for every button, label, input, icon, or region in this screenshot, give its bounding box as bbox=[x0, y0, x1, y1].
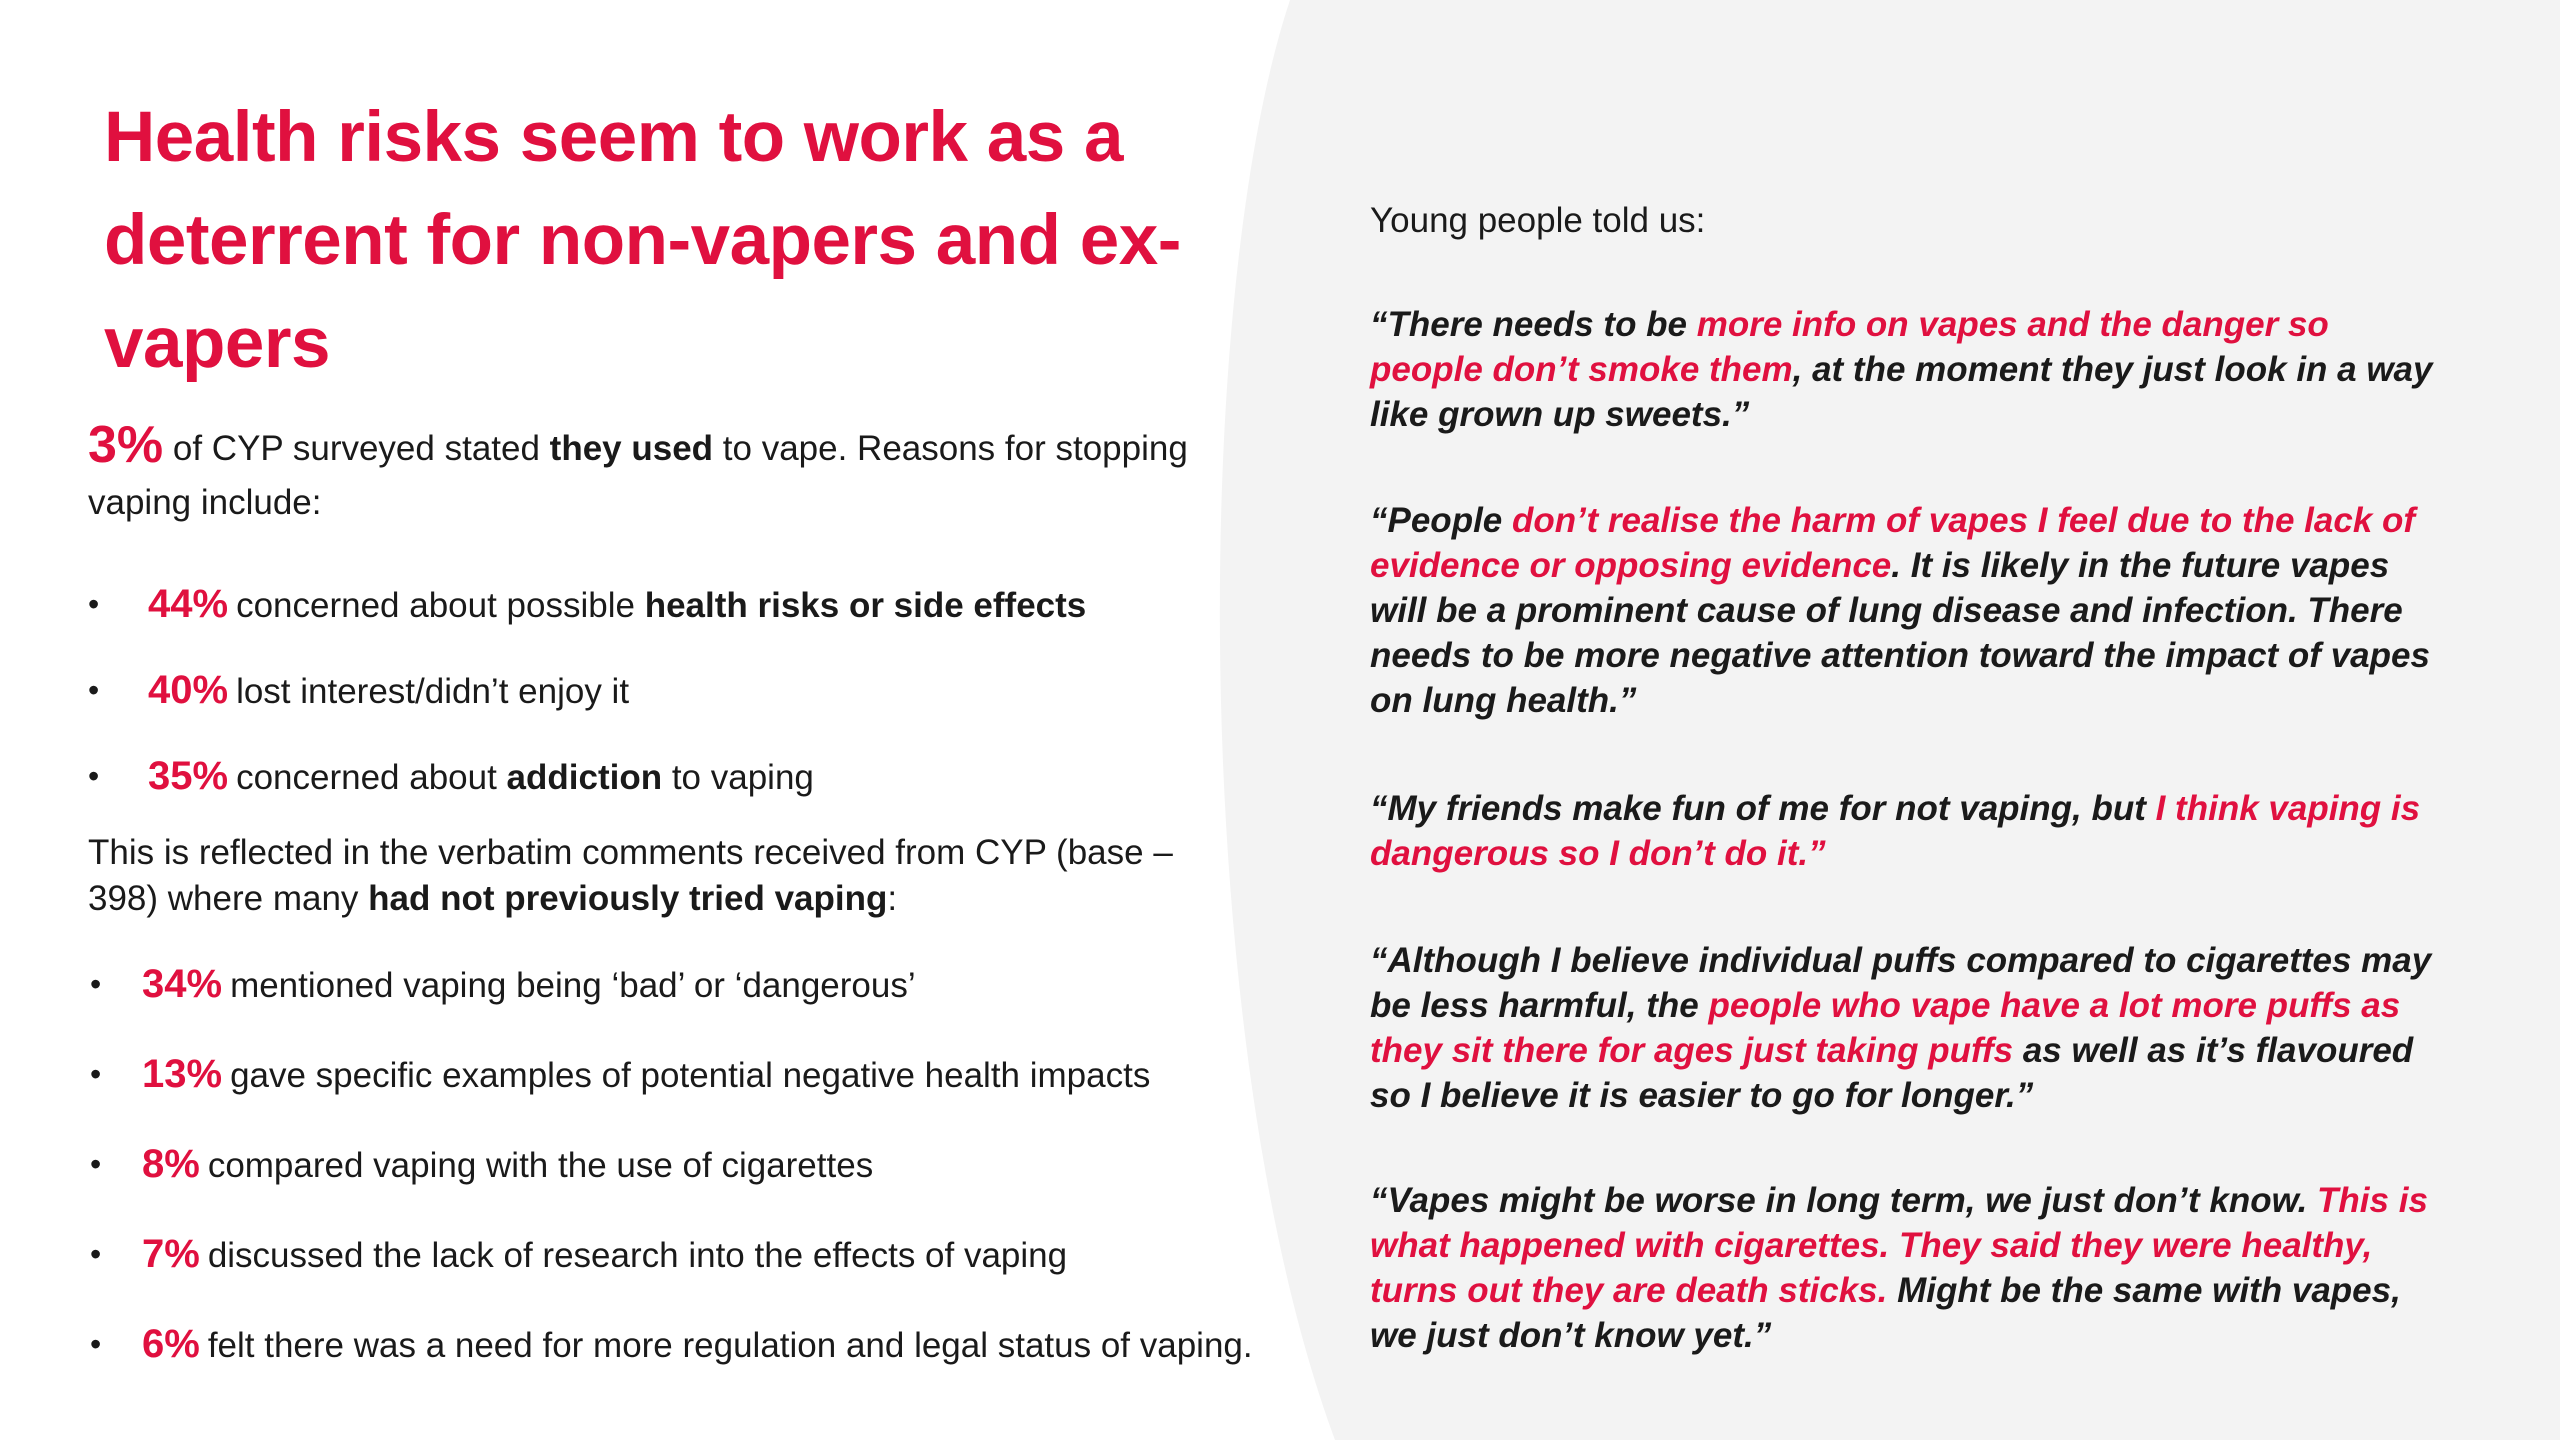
item-percentage: 13% bbox=[142, 1052, 223, 1096]
list-item-text bbox=[148, 574, 1086, 636]
quote-text: as well as it’s flavoured so I believe it is easier to go for longer.” bbox=[1370, 1031, 2414, 1115]
quote-text: “Vapes might be worse in long term, we just don’t know. bbox=[1370, 1181, 2318, 1220]
quote-text: , at the moment they just look in a way like grown up sweets.” bbox=[1370, 350, 2433, 434]
intro-bold: they used bbox=[549, 429, 714, 468]
item-percentage: 7% bbox=[142, 1232, 200, 1276]
reflect-paragraph bbox=[88, 830, 1218, 922]
quote-text: “My friends make fun of me for not vaping, but bbox=[1370, 789, 2156, 828]
quote bbox=[1370, 498, 2450, 723]
list-item-text bbox=[142, 1044, 1150, 1106]
intro-text-1: of CYP surveyed stated bbox=[163, 429, 550, 468]
item-label: gave specific examples of potential negative health impacts bbox=[230, 1056, 1151, 1095]
list-item-text bbox=[148, 746, 814, 808]
slide-title: Health risks seem to work as a deterrent for non-vapers and ex-vapers bbox=[104, 98, 1181, 383]
quote bbox=[1370, 786, 2450, 876]
intro-percentage: 3% bbox=[88, 416, 164, 474]
item-label: lost interest/didn’t enjoy it bbox=[236, 672, 630, 711]
intro-paragraph bbox=[88, 418, 1238, 530]
item-percentage: 35% bbox=[148, 754, 229, 798]
item-percentage: 44% bbox=[148, 582, 229, 626]
quote-text: Might be the same with vapes, we just don’t know yet.” bbox=[1370, 1271, 2401, 1355]
bullet-icon: • bbox=[90, 1146, 102, 1182]
quote-highlight: more info on vapes and the danger so people don’t smoke them bbox=[1370, 305, 2329, 389]
item-percentage: 8% bbox=[142, 1142, 200, 1186]
quote bbox=[1370, 302, 2450, 437]
list-item-text bbox=[142, 1314, 1253, 1376]
reflect-text-2: : bbox=[887, 879, 898, 918]
item-label: discussed the lack of research into the effects of vaping bbox=[207, 1236, 1068, 1275]
item-percentage: 6% bbox=[142, 1322, 200, 1366]
list-item-text bbox=[142, 1134, 873, 1196]
quote-highlight: don’t realise the harm of vapes I feel due to the lack of evidence or opposing evidence bbox=[1370, 501, 2416, 585]
quote-text: . It is likely in the future vapes will be a prominent cause of lung disease and infection. There needs to be more negative attention toward the impact of vapes on lung health.” bbox=[1370, 546, 2430, 720]
quote-text: “People bbox=[1370, 501, 1512, 540]
item-label-after: to vaping bbox=[662, 758, 814, 797]
quote-highlight: people who vape have a lot more puffs as they sit there for ages just taking puffs bbox=[1370, 986, 2401, 1070]
item-percentage: 40% bbox=[148, 668, 229, 712]
intro-text-2: to vape. Reasons for stopping vaping include: bbox=[88, 429, 1188, 522]
reflect-text-1: This is reflected in the verbatim comments received from CYP (base – 398) where many bbox=[88, 833, 1173, 918]
item-label: compared vaping with the use of cigarettes bbox=[207, 1146, 874, 1185]
bullet-icon: • bbox=[90, 1326, 102, 1362]
bullet-icon: • bbox=[88, 758, 100, 794]
item-bold: addiction bbox=[506, 758, 663, 797]
bullet-icon: • bbox=[90, 1236, 102, 1272]
item-label: concerned about bbox=[236, 758, 507, 797]
bullet-icon: • bbox=[90, 1056, 102, 1092]
item-label: concerned about possible bbox=[236, 586, 645, 625]
list-item-text bbox=[142, 1224, 1067, 1286]
list-item-text bbox=[148, 660, 629, 722]
bullet-icon: • bbox=[88, 672, 100, 708]
item-percentage: 34% bbox=[142, 962, 223, 1006]
quote bbox=[1370, 1178, 2450, 1358]
quote-highlight: This is what happened with cigarettes. They said they were healthy, turns out they are death sticks. bbox=[1370, 1181, 2428, 1310]
quotes-intro: Young people told us: bbox=[1370, 201, 1706, 240]
quote-highlight: I think vaping is dangerous so I don’t do it.” bbox=[1370, 789, 2421, 873]
item-bold: health risks or side effects bbox=[644, 586, 1087, 625]
item-label: felt there was a need for more regulation and legal status of vaping. bbox=[207, 1326, 1253, 1365]
quote bbox=[1370, 938, 2450, 1118]
quote-text: “There needs to be bbox=[1370, 305, 1697, 344]
quote-text: “Although I believe individual puffs compared to cigarettes may be less harmful, the bbox=[1370, 941, 2432, 1025]
bullet-icon: • bbox=[90, 966, 102, 1002]
list-item-text bbox=[142, 954, 916, 1016]
item-label: mentioned vaping being ‘bad’ or ‘dangerous’ bbox=[230, 966, 916, 1005]
reflect-bold: had not previously tried vaping bbox=[368, 879, 888, 918]
bullet-icon: • bbox=[88, 586, 100, 622]
